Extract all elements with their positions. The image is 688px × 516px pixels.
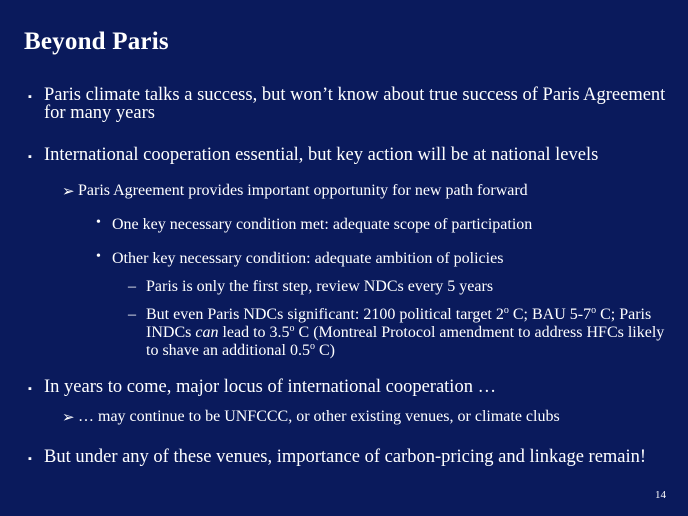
dot-bullet-icon: •: [96, 249, 101, 264]
dash-bullet-icon: –: [128, 306, 136, 323]
slide-title: Beyond Paris: [24, 28, 169, 55]
sub-bullet-text: Paris Agreement provides important opportunity for new path forward: [78, 182, 528, 199]
dot-bullet-icon: •: [96, 215, 101, 230]
dash-bullet-icon: –: [128, 278, 136, 295]
sub-sub-bullet-text: One key necessary condition met: adequate scope of participation: [112, 216, 533, 233]
dash-bullet-text: But even Paris NDCs significant: 2100 political target 2$^o$ C; BAU 5-7$^o$ C; Paris INDCs can lead to 3.5$^o$ C (Montreal Protocol amendment to address HFCs likely to shave an additional 0.5$^o$ C): [146, 305, 665, 359]
bullet-text: But under any of these venues, importance of carbon-pricing and linkage remain!: [44, 447, 647, 467]
bullet-text: Paris climate talks a success, but won’t know about true success of Paris Agreement for many years: [44, 85, 666, 123]
arrow-bullet-icon: ➢: [62, 410, 75, 426]
bullet-text: In years to come, major locus of international cooperation …: [44, 377, 497, 397]
page-number: 14: [655, 489, 666, 501]
square-bullet-icon: ▪: [28, 91, 32, 103]
sub-bullet-text: … may continue to be UNFCCC, or other existing venues, or climate clubs: [78, 408, 560, 425]
square-bullet-icon: ▪: [28, 383, 32, 395]
dash-bullet-text: Paris is only the first step, review NDCs every 5 years: [146, 278, 494, 295]
square-bullet-icon: ▪: [28, 453, 32, 465]
sub-sub-bullet-text: Other key necessary condition: adequate ambition of policies: [112, 250, 504, 267]
square-bullet-icon: ▪: [28, 151, 32, 163]
bullet-text: International cooperation essential, but key action will be at national levels: [44, 145, 599, 165]
arrow-bullet-icon: ➢: [62, 184, 75, 200]
